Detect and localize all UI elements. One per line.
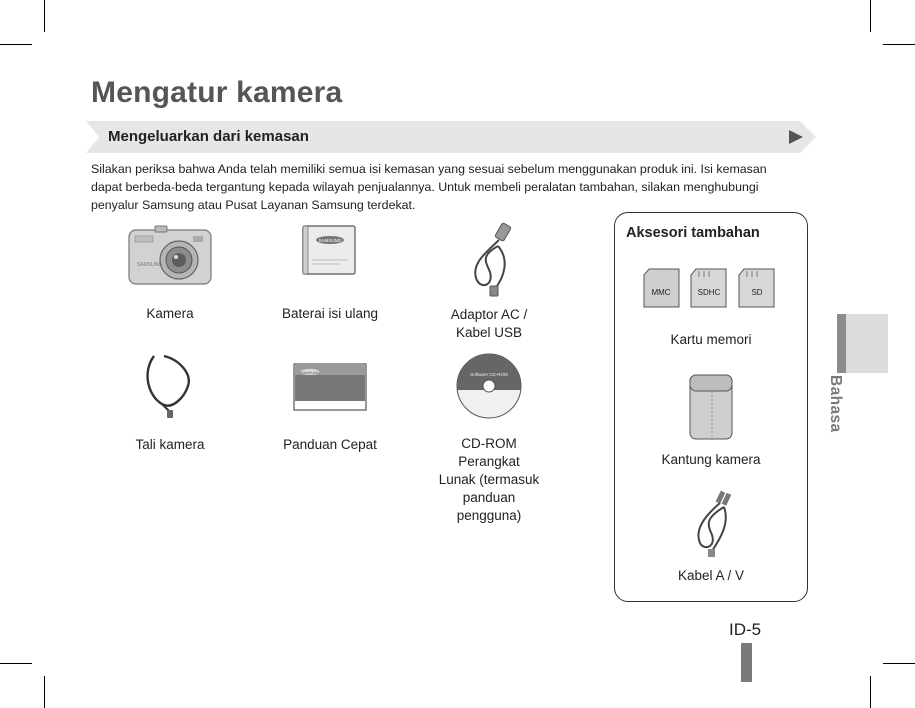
item-label: Adaptor AC /: [450, 307, 528, 322]
page-marker-bar: [741, 643, 752, 682]
svg-text:SAMSUNG: SAMSUNG: [318, 238, 342, 243]
quick-guide-image: [292, 362, 368, 414]
svg-text:MMC: MMC: [651, 288, 671, 297]
item-label: Kabel USB: [455, 325, 523, 340]
item-strap: [110, 350, 230, 454]
crop-mark: [44, 0, 45, 32]
accessories-box: [614, 212, 808, 602]
memory-cards-image: [641, 263, 781, 313]
acc-label: Kantung kamera: [661, 452, 761, 467]
page-title: Mengatur kamera: [91, 76, 343, 109]
acc-memory-card: [615, 263, 807, 349]
item-label: CD-ROM Perangkat: [458, 436, 520, 469]
crop-mark: [870, 676, 871, 708]
crop-mark: [0, 44, 32, 45]
crop-mark: [883, 663, 915, 664]
item-label: Panduan Cepat: [283, 437, 377, 452]
item-label: Tali kamera: [135, 437, 205, 452]
battery-image: [300, 224, 360, 278]
crop-mark: [870, 0, 871, 32]
item-label: Kamera: [146, 306, 194, 321]
acc-case: [615, 373, 807, 469]
section-header: [86, 121, 816, 153]
item-label: Baterai isi ulang: [281, 306, 379, 321]
av-cable-image: [686, 489, 736, 559]
svg-text:SAMSUNG: SAMSUNG: [137, 262, 163, 268]
crop-mark: [883, 44, 915, 45]
acc-label: Kabel A / V: [677, 568, 745, 583]
item-label: panduan pengguna): [456, 490, 522, 523]
svg-text:SDHC: SDHC: [697, 288, 721, 297]
item-guide: [270, 362, 390, 454]
svg-text:SD: SD: [751, 288, 763, 297]
acc-label: Kartu memori: [670, 332, 752, 347]
strap-image: [140, 350, 200, 422]
item-battery: [270, 224, 390, 323]
page-number: ID-5: [729, 620, 762, 639]
item-camera: [110, 224, 230, 323]
svg-text:Software CD-ROM: Software CD-ROM: [470, 372, 508, 377]
item-label: Lunak (termasuk: [438, 472, 540, 487]
accessories-title: Aksesori tambahan: [626, 225, 760, 241]
item-cdrom: [429, 352, 549, 525]
acc-av-cable: [615, 489, 807, 585]
usb-cable-image: [454, 220, 524, 298]
svg-text:SAMSUNG: SAMSUNG: [299, 370, 321, 375]
item-adapter: [429, 220, 549, 342]
camera-image: [127, 224, 213, 288]
cdrom-image: [455, 352, 523, 420]
intro-paragraph: Silakan periksa bahwa Anda telah memiliki semua isi kemasan yang sesuai sebelum menggunakan produk ini. Isi kemasan dapat berbeda-beda tergantung kepada wilayah penjualannya. Untuk membeli peralatan tambahan, silakan menghubungi penyalur Samsung atau Pusat Layanan Samsung terdekat.: [91, 162, 767, 212]
crop-mark: [0, 663, 32, 664]
side-tab-edge: [837, 314, 846, 373]
section-title: Mengeluarkan dari kemasan: [108, 128, 309, 145]
crop-mark: [44, 676, 45, 708]
side-tab-label: Bahasa: [827, 375, 844, 433]
camera-case-image: [686, 373, 736, 441]
